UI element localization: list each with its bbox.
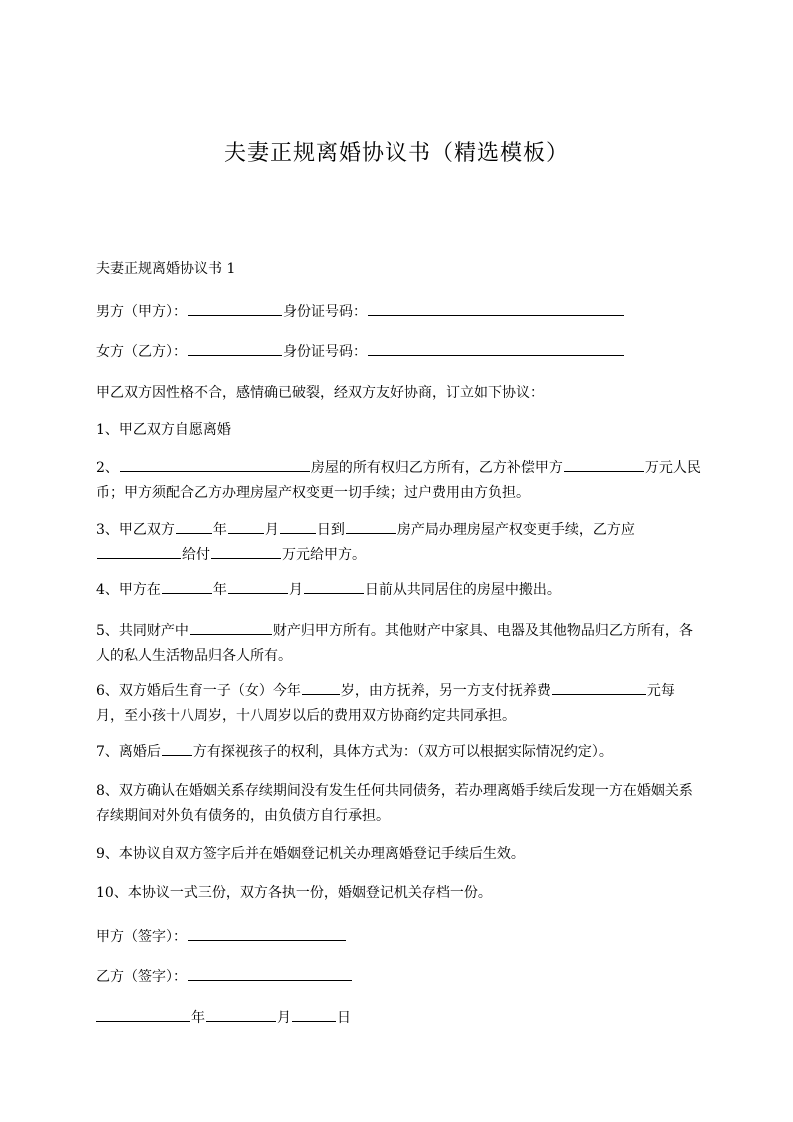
clause-10: 10、本协议一式三份，双方各执一份，婚姻登记机关存档一份。 xyxy=(96,885,492,901)
signature-a-line xyxy=(96,925,702,950)
clause-7 xyxy=(96,740,702,765)
clause-5-text-end: 财产归甲方所有。其他财产中家具、电器及其他物品归乙方所有，各人的私人生活物品归各人所有。 xyxy=(96,623,693,664)
signature-b-line xyxy=(96,965,702,990)
clause-3-payer-blank[interactable] xyxy=(97,544,181,559)
clause-4-year-label: 年 xyxy=(212,582,227,598)
clause-5-text: 5、共同财产中 xyxy=(96,623,189,639)
clause-3-month-blank[interactable] xyxy=(228,519,264,534)
clause-2-house-blank[interactable] xyxy=(120,457,310,472)
clause-3-month-label: 月 xyxy=(264,522,279,538)
female-party-label: 女方（乙方）： xyxy=(96,344,187,360)
clause-5 xyxy=(96,619,702,669)
clause-2-text-end: 万元人民币；甲方须配合乙方办理房屋产权变更一切手续；过户费用由方负担。 xyxy=(96,460,701,501)
clause-2-amount-blank[interactable] xyxy=(564,457,644,472)
date-month-label: 月 xyxy=(277,1010,291,1026)
clause-3-office-blank[interactable] xyxy=(346,519,396,534)
clause-6-age-blank[interactable] xyxy=(302,680,340,695)
female-party-line xyxy=(96,340,702,365)
clause-6 xyxy=(96,679,702,729)
clause-3-day-label: 日到 xyxy=(316,522,345,538)
male-party-line xyxy=(96,300,702,325)
clause-3-pay-label: 给付 xyxy=(182,547,210,563)
male-party-label: 男方（甲方）： xyxy=(96,304,187,320)
clause-6-text-end: 元每月，至小孩十八周岁，十八周岁以后的费用双方协商约定共同承担。 xyxy=(96,683,675,724)
clause-3-year-blank[interactable] xyxy=(176,519,212,534)
signature-b-blank[interactable] xyxy=(188,966,352,981)
date-line xyxy=(96,1006,702,1031)
date-year-blank[interactable] xyxy=(96,1007,190,1022)
date-day-label: 日 xyxy=(337,1010,351,1026)
date-day-blank[interactable] xyxy=(292,1007,336,1022)
clause-6-text: 6、双方婚后生育一子（女）今年 xyxy=(96,683,301,699)
clause-3 xyxy=(96,518,702,568)
document-title: 夫妻正规离婚协议书（精选模板） xyxy=(223,141,569,166)
clause-2 xyxy=(96,456,702,506)
clause-1: 1、甲乙双方自愿离婚 xyxy=(96,422,231,438)
clause-2-text: 房屋的所有权归乙方所有，乙方补偿甲方 xyxy=(310,460,563,476)
clause-6-amount-blank[interactable] xyxy=(552,680,646,695)
female-name-blank[interactable] xyxy=(188,341,282,356)
clause-7-text: 7、离婚后 xyxy=(96,744,161,760)
clause-3-amount-blank[interactable] xyxy=(211,544,281,559)
clause-7-text-end: 方有探视孩子的权利，具体方式为：（双方可以根据实际情况约定）。 xyxy=(192,744,613,760)
date-month-blank[interactable] xyxy=(206,1007,276,1022)
clause-4 xyxy=(96,578,702,603)
male-id-label: 身份证号码： xyxy=(283,304,367,320)
signature-a-label: 甲方（签字）： xyxy=(96,929,187,945)
signature-a-blank[interactable] xyxy=(188,926,346,941)
clause-8: 8、双方确认在婚姻关系存续期间没有发生任何共同债务，若办理离婚手续后发现一方在婚姻关系存续期间对外负有债务的，由负债方自行承担。 xyxy=(96,783,693,824)
male-name-blank[interactable] xyxy=(188,301,282,316)
clause-3-day-blank[interactable] xyxy=(280,519,316,534)
clause-3-text-end: 万元给甲方。 xyxy=(282,547,366,563)
date-year-label: 年 xyxy=(191,1010,205,1026)
clause-9: 9、本协议自双方签字后并在婚姻登记机关办理离婚登记手续后生效。 xyxy=(96,846,525,862)
clause-4-day-blank[interactable] xyxy=(304,579,364,594)
clause-7-party-blank[interactable] xyxy=(162,741,192,756)
clause-4-month-label: 月 xyxy=(288,582,303,598)
clause-5-property-blank[interactable] xyxy=(190,620,272,635)
clause-3-text-mid: 房产局办理房屋产权变更手续，乙方应 xyxy=(396,522,635,538)
intro-paragraph: 甲乙双方因性格不合，感情确已破裂，经双方友好协商，订立如下协议： xyxy=(96,385,544,401)
clause-2-number: 2、 xyxy=(96,460,119,476)
signature-b-label: 乙方（签字）： xyxy=(96,969,187,985)
female-id-blank[interactable] xyxy=(368,341,624,356)
male-id-blank[interactable] xyxy=(368,301,624,316)
clause-4-text-end: 日前从共同居住的房屋中搬出。 xyxy=(364,582,561,598)
clause-3-text: 3、甲乙双方 xyxy=(96,522,175,538)
female-id-label: 身份证号码： xyxy=(283,344,367,360)
document-subtitle: 夫妻正规离婚协议书 1 xyxy=(96,261,236,277)
clause-3-year-label: 年 xyxy=(212,522,227,538)
clause-6-text-mid: 岁，由方抚养，另一方支付抚养费 xyxy=(340,683,551,699)
clause-4-text: 4、甲方在 xyxy=(96,582,161,598)
clause-4-year-blank[interactable] xyxy=(162,579,212,594)
clause-4-month-blank[interactable] xyxy=(228,579,288,594)
